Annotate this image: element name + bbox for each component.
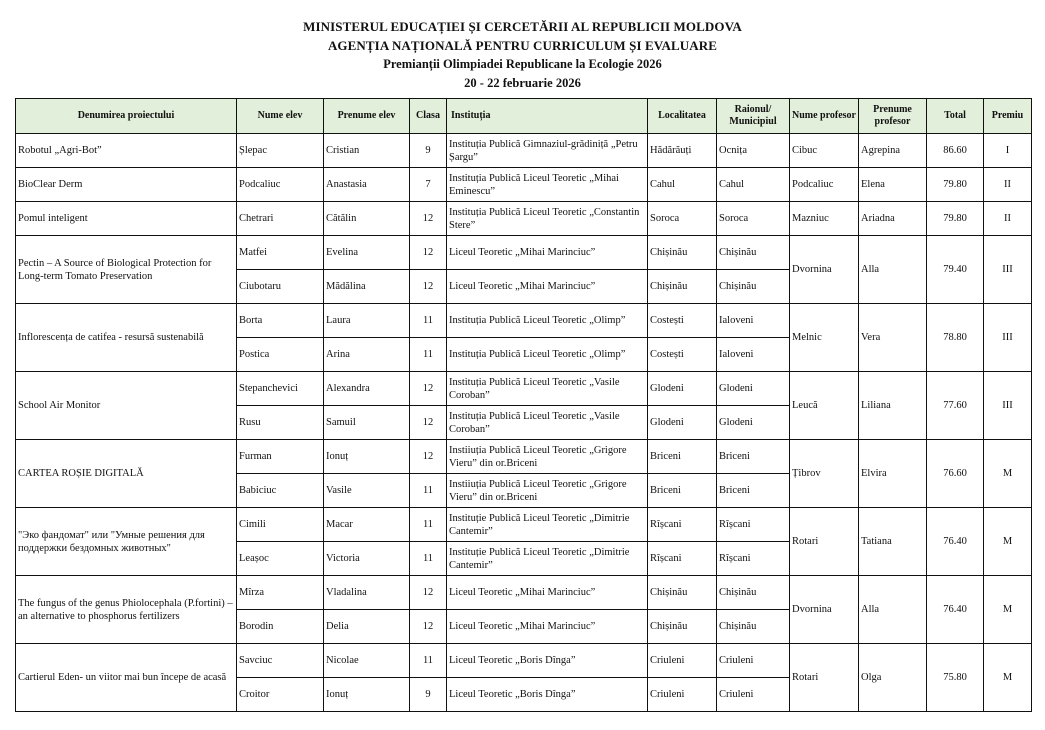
institution: Liceul Teoretic „Mihai Marinciuc” [447,576,648,610]
teacher-first-name: Agrepina [859,134,927,168]
col-header: Prenume profesor [859,99,927,134]
total-score: 86.60 [927,134,984,168]
col-header: Instituția [447,99,648,134]
student-first-name: Anastasia [324,168,410,202]
prize: II [984,202,1032,236]
olympiad-title: Premianții Olimpiadei Republicane la Ecologie 2026 [383,57,662,71]
table-body [16,134,1032,712]
district: Criuleni [717,644,790,678]
teacher-last-name: Rotari [790,508,859,576]
district: Chișinău [717,270,790,304]
student-last-name: Borodin [237,610,324,644]
teacher-last-name: Leucă [790,372,859,440]
table-row [16,576,1032,610]
student-first-name: Delia [324,610,410,644]
student-first-name: Samuil [324,406,410,440]
student-first-name: Cristian [324,134,410,168]
locality: Chișinău [648,610,717,644]
student-first-name: Vladalina [324,576,410,610]
locality: Chișinău [648,236,717,270]
student-grade: 11 [410,304,447,338]
student-last-name: Podcaliuc [237,168,324,202]
student-grade: 12 [410,236,447,270]
student-grade: 12 [410,202,447,236]
student-last-name: Cimili [237,508,324,542]
institution: Instituția Publică Liceul Teoretic „Olimp” [447,338,648,372]
teacher-first-name: Elvira [859,440,927,508]
district: Glodeni [717,372,790,406]
total-score: 79.40 [927,236,984,304]
teacher-first-name: Tatiana [859,508,927,576]
district: Chișinău [717,610,790,644]
locality: Chișinău [648,576,717,610]
table-row [16,508,1032,542]
locality: Costești [648,304,717,338]
student-last-name: Croitor [237,678,324,712]
teacher-first-name: Olga [859,644,927,712]
total-score: 76.40 [927,508,984,576]
teacher-first-name: Liliana [859,372,927,440]
locality: Criuleni [648,644,717,678]
institution: Liceul Teoretic „Boris Dînga” [447,678,648,712]
district: Briceni [717,474,790,508]
col-header: Nume elev [237,99,324,134]
project-title: Pomul inteligent [16,202,237,236]
institution: Liceul Teoretic „Mihai Marinciuc” [447,236,648,270]
district: Chișinău [717,576,790,610]
teacher-first-name: Vera [859,304,927,372]
project-title: School Air Monitor [16,372,237,440]
district: Chișinău [717,236,790,270]
locality: Chișinău [648,270,717,304]
student-grade: 11 [410,474,447,508]
locality: Briceni [648,440,717,474]
district: Soroca [717,202,790,236]
student-first-name: Ionuț [324,678,410,712]
winners-table [15,98,1032,712]
total-score: 78.80 [927,304,984,372]
teacher-last-name: Țibrov [790,440,859,508]
student-grade: 11 [410,644,447,678]
student-first-name: Macar [324,508,410,542]
project-title: CARTEA ROȘIE DIGITALĂ [16,440,237,508]
student-last-name: Babiciuc [237,474,324,508]
table-row [16,168,1032,202]
teacher-last-name: Podcaliuc [790,168,859,202]
col-header: Nume profesor [790,99,859,134]
institution: Liceul Teoretic „Mihai Marinciuc” [447,610,648,644]
table-header-row [16,99,1032,134]
prize: III [984,304,1032,372]
student-last-name: Furman [237,440,324,474]
project-title: The fungus of the genus Phiolocephala (P.fortini) – an alternative to phosphorus fertilizers [16,576,237,644]
student-last-name: Postica [237,338,324,372]
student-grade: 11 [410,542,447,576]
date-range: 20 - 22 februarie 2026 [464,76,581,90]
locality: Soroca [648,202,717,236]
project-title: "Эко фандомат" или "Умные решения для поддержки бездомных животных" [16,508,237,576]
institution: Liceul Teoretic „Boris Dînga” [447,644,648,678]
locality: Glodeni [648,406,717,440]
student-first-name: Victoria [324,542,410,576]
project-title: Cartierul Eden- un viitor mai bun începe de acasă [16,644,237,712]
student-grade: 7 [410,168,447,202]
project-title: BioClear Derm [16,168,237,202]
student-first-name: Mădălina [324,270,410,304]
teacher-last-name: Cibuc [790,134,859,168]
student-last-name: Stepanchevici [237,372,324,406]
student-last-name: Șlepac [237,134,324,168]
student-grade: 11 [410,338,447,372]
total-score: 76.60 [927,440,984,508]
prize: III [984,236,1032,304]
teacher-first-name: Alla [859,236,927,304]
institution: Instituția Publică Liceul Teoretic „Olimp” [447,304,648,338]
col-header: Raionul/ Municipiul [717,99,790,134]
student-first-name: Cătălin [324,202,410,236]
institution: Instituția Publică Gimnaziul-grădiniță „Petru Șargu” [447,134,648,168]
student-grade: 11 [410,508,447,542]
locality: Cahul [648,168,717,202]
student-grade: 12 [410,610,447,644]
prize: M [984,508,1032,576]
student-grade: 12 [410,576,447,610]
student-first-name: Nicolae [324,644,410,678]
student-first-name: Laura [324,304,410,338]
student-first-name: Ionuț [324,440,410,474]
col-header: Prenume elev [324,99,410,134]
col-header: Total [927,99,984,134]
student-first-name: Vasile [324,474,410,508]
table-row [16,134,1032,168]
district: Cahul [717,168,790,202]
agency-title: AGENȚIA NAȚIONALĂ PENTRU CURRICULUM ȘI EVALUARE [327,38,718,53]
institution: Instituție Publică Liceul Teoretic „Dimitrie Cantemir” [447,542,648,576]
table-row [16,644,1032,678]
total-score: 75.80 [927,644,984,712]
teacher-last-name: Mazniuc [790,202,859,236]
teacher-first-name: Elena [859,168,927,202]
student-grade: 9 [410,134,447,168]
student-grade: 12 [410,406,447,440]
col-header: Denumirea proiectului [16,99,237,134]
district: Briceni [717,440,790,474]
project-title: Pectin – A Source of Biological Protection for Long-term Tomato Preservation [16,236,237,304]
student-last-name: Mîrza [237,576,324,610]
district: Glodeni [717,406,790,440]
institution: Instiiuția Publică Liceul Teoretic „Grigore Vieru” din or.Briceni [447,440,648,474]
locality: Glodeni [648,372,717,406]
teacher-first-name: Ariadna [859,202,927,236]
student-grade: 12 [410,440,447,474]
total-score: 79.80 [927,202,984,236]
total-score: 77.60 [927,372,984,440]
teacher-first-name: Alla [859,576,927,644]
student-last-name: Ciubotaru [237,270,324,304]
district: Rîșcani [717,542,790,576]
prize: I [984,134,1032,168]
student-first-name: Evelina [324,236,410,270]
student-first-name: Alexandra [324,372,410,406]
prize: M [984,576,1032,644]
institution: Instituția Publică Liceul Teoretic „Constantin Stere” [447,202,648,236]
institution: Instituția Publică Liceul Teoretic „Vasile Coroban” [447,372,648,406]
student-grade: 12 [410,270,447,304]
student-last-name: Borta [237,304,324,338]
locality: Rîșcani [648,508,717,542]
table-row [16,440,1032,474]
district: Rîșcani [717,508,790,542]
student-first-name: Arina [324,338,410,372]
ministry-title: MINISTERUL EDUCAȚIEI ȘI CERCETĂRII AL REPUBLICII MOLDOVA [303,19,742,34]
institution: Instituția Publică Liceul Teoretic „Vasile Coroban” [447,406,648,440]
prize: M [984,644,1032,712]
table-row [16,236,1032,270]
district: Ocnița [717,134,790,168]
teacher-last-name: Dvornina [790,576,859,644]
teacher-last-name: Rotari [790,644,859,712]
district: Criuleni [717,678,790,712]
prize: II [984,168,1032,202]
prize: M [984,440,1032,508]
project-title: Inflorescența de catifea - resursă sustenabilă [16,304,237,372]
project-title: Robotul „Agri-Bot” [16,134,237,168]
table-row [16,372,1032,406]
institution: Instiiuția Publică Liceul Teoretic „Grigore Vieru” din or.Briceni [447,474,648,508]
student-grade: 9 [410,678,447,712]
locality: Rîșcani [648,542,717,576]
total-score: 79.80 [927,168,984,202]
locality: Hădărăuți [648,134,717,168]
locality: Criuleni [648,678,717,712]
teacher-last-name: Dvornina [790,236,859,304]
student-grade: 12 [410,372,447,406]
student-last-name: Leașoc [237,542,324,576]
student-last-name: Matfei [237,236,324,270]
col-header: Clasa [410,99,447,134]
student-last-name: Savciuc [237,644,324,678]
prize: III [984,372,1032,440]
col-header: Localitatea [648,99,717,134]
institution: Instituție Publică Liceul Teoretic „Dimitrie Cantemir” [447,508,648,542]
student-last-name: Chetrari [237,202,324,236]
locality: Briceni [648,474,717,508]
district: Ialoveni [717,304,790,338]
institution: Instituția Publică Liceul Teoretic „Mihai Eminescu” [447,168,648,202]
table-row [16,304,1032,338]
total-score: 76.40 [927,576,984,644]
table-row [16,202,1032,236]
district: Ialoveni [717,338,790,372]
student-last-name: Rusu [237,406,324,440]
institution: Liceul Teoretic „Mihai Marinciuc” [447,270,648,304]
document-header [0,17,1045,93]
teacher-last-name: Melnic [790,304,859,372]
locality: Costești [648,338,717,372]
col-header: Premiu [984,99,1032,134]
